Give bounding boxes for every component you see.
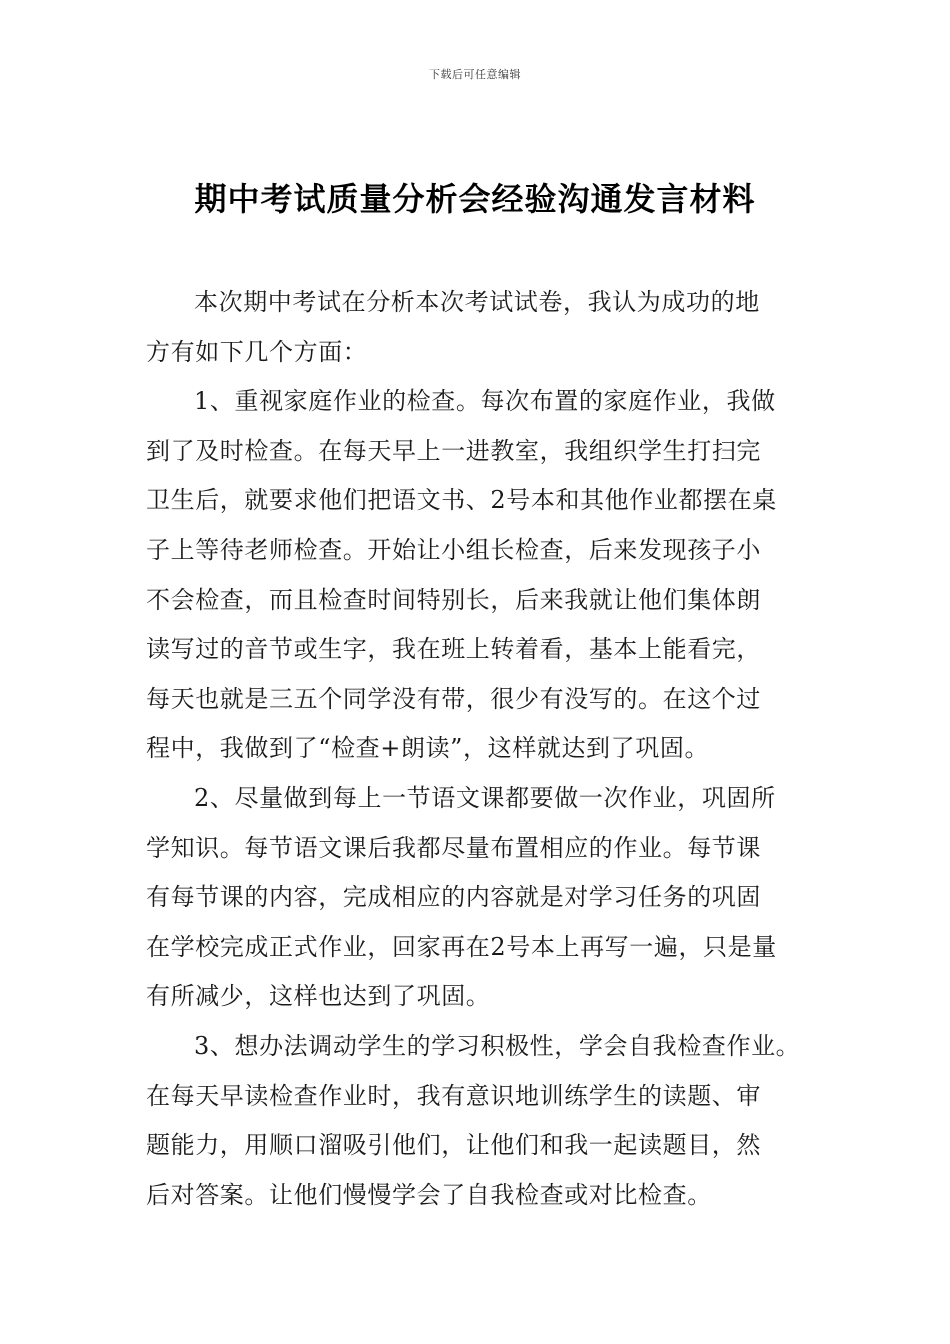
text-line: 卫生后，就要求他们把语文书、2号本和其他作业都摆在桌 [146, 486, 777, 515]
text-line: 每天也就是三五个同学没有带，很少有没写的。在这个过 [146, 684, 761, 713]
header-note: 下载后可任意编辑 [429, 68, 521, 81]
text-line: 1、重视家庭作业的检查。每次布置的家庭作业，我做 [194, 387, 776, 416]
text-line: 方有如下几个方面： [146, 337, 368, 366]
text-line: 程中，我做到了“检查+朗读”，这样就达到了巩固。 [146, 734, 710, 763]
text-line: 3、想办法调动学生的学习积极性，学会自我检查作业。 [194, 1031, 801, 1060]
text-line: 本次期中考试在分析本次考试试卷，我认为成功的地 [194, 288, 760, 316]
paragraph-intro [146, 278, 808, 377]
text-line: 读写过的音节或生字，我在班上转着看，基本上能看完， [146, 635, 761, 664]
text-line: 在学校完成正式作业，回家再在2号本上再写一遍，只是量 [146, 932, 777, 961]
paragraph-point-3 [146, 1022, 808, 1220]
text-line: 到了及时检查。在每天早上一进教室，我组织学生打扫完 [146, 436, 761, 465]
text-line: 学知识。每节语文课后我都尽量布置相应的作业。每节课 [146, 833, 761, 862]
paragraph-point-1 [146, 377, 808, 774]
text-line: 有所减少，这样也达到了巩固。 [146, 982, 491, 1011]
text-line: 在每天早读检查作业时，我有意识地训练学生的读题、审 [146, 1081, 761, 1110]
text-line: 子上等待老师检查。开始让小组长检查，后来发现孩子小 [146, 535, 761, 564]
paragraph-point-2 [146, 774, 808, 1022]
text-line: 2、尽量做到每上一节语文课都要做一次作业，巩固所 [194, 783, 776, 812]
document-body [146, 278, 808, 1220]
text-line: 不会检查，而且检查时间特别长，后来我就让他们集体朗 [146, 585, 761, 614]
text-line: 有每节课的内容，完成相应的内容就是对学习任务的巩固 [146, 883, 761, 912]
text-line: 后对答案。让他们慢慢学会了自我检查或对比检查。 [146, 1180, 712, 1209]
document-title: 期中考试质量分析会经验沟通发言材料 [194, 180, 756, 218]
text-line: 题能力，用顺口溜吸引他们，让他们和我一起读题目，然 [146, 1131, 761, 1160]
